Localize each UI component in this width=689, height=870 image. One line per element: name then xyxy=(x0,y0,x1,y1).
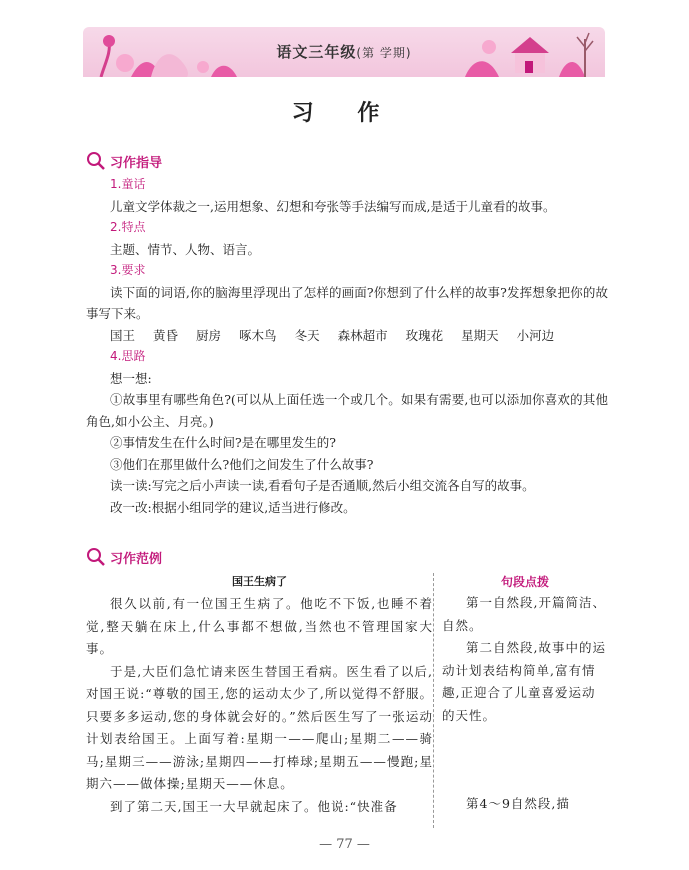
story-paragraph: 于是,大臣们急忙请来医生替国王看病。医生看了以后,对国王说:“尊敬的国王,您的运动太少了,所以觉得不舒服。只要多多运动,您的身体就会好的。”然后医生写了一张运动计划表给国王。上面写着:星期一——爬山;星期二——骑马;星期三——游泳;星期四——打棒球;星期五——慢跑;星期六——做体操;星期天——休息。 xyxy=(86,663,433,791)
example-block xyxy=(86,573,608,828)
book-title xyxy=(83,41,605,62)
example-section-heading xyxy=(86,546,162,568)
magnifier-icon xyxy=(86,151,106,171)
word-item: 黄昏 xyxy=(153,327,179,343)
book-title-text: 语文三年级 xyxy=(276,43,357,61)
word-list xyxy=(86,325,608,347)
comment-note: 第4～9自然段,描 xyxy=(466,796,570,811)
page-header xyxy=(83,27,605,77)
story-title: 国王生病了 xyxy=(232,575,287,588)
semester-text: (第 学期) xyxy=(356,46,412,60)
story-paragraph: 很久以前,有一位国王生病了。他吃不下饭,也睡不着觉,整天躺在床上,什么事都不想做,当然也不管理国家大事。 xyxy=(86,596,433,656)
page-title: 习 作 xyxy=(291,101,398,126)
story-body xyxy=(86,593,433,818)
question-3: ③他们在那里做什么?他们之间发生了什么故事? xyxy=(110,456,374,472)
guide-text-3: 读下面的词语,你的脑海里浮现出了怎样的画面?你想到了什么样的故事?发挥想象把你的故事写下来。 xyxy=(86,284,608,321)
guide-heading-3: 3.要求 xyxy=(110,263,146,277)
guide-content xyxy=(86,174,608,518)
story-paragraph: 到了第二天,国王一大早就起床了。他说:“快准备 xyxy=(110,798,398,814)
guide-heading-4: 4.思路 xyxy=(110,349,146,363)
word-item: 小河边 xyxy=(516,327,555,343)
question-1: ①故事里有哪些角色?(可以从上面任选一个或几个。如果有需要,也可以添加你喜欢的其他角色,如小公主、月亮。) xyxy=(86,392,608,429)
example-story xyxy=(86,573,434,828)
word-item: 厨房 xyxy=(196,327,222,343)
word-item: 国王 xyxy=(110,327,136,343)
think-label: 想一想: xyxy=(110,370,152,386)
comments-title: 句段点拨 xyxy=(500,575,549,589)
comment-note: 第二自然段,故事中的运动计划表结构简单,富有情趣,正迎合了儿童喜爱运动的天性。 xyxy=(442,640,606,723)
magnifier-icon xyxy=(86,547,106,567)
page-number: — 77 — xyxy=(319,837,370,852)
guide-section-heading xyxy=(86,150,162,172)
guide-section-label: 习作指导 xyxy=(110,155,163,171)
word-item: 啄木鸟 xyxy=(239,327,277,343)
word-item: 玫瑰花 xyxy=(405,327,444,343)
guide-heading-2: 2.特点 xyxy=(110,220,146,234)
revise-instruction: 改一改:根据小组同学的建议,适当进行修改。 xyxy=(110,499,356,515)
guide-text-2: 主题、情节、人物、语言。 xyxy=(110,241,261,257)
guide-heading-1: 1.童话 xyxy=(110,177,146,191)
guide-text-1: 儿童文学体裁之一,运用想象、幻想和夸张等手法编写而成,是适于儿童看的故事。 xyxy=(110,198,556,214)
example-section-label: 习作范例 xyxy=(110,551,163,567)
question-2: ②事情发生在什么时间?是在哪里发生的? xyxy=(110,435,336,450)
word-item: 冬天 xyxy=(294,327,320,343)
word-item: 星期天 xyxy=(461,327,499,343)
word-item: 森林超市 xyxy=(337,327,388,343)
comment-note: 第一自然段,开篇简洁、自然。 xyxy=(442,595,606,633)
read-instruction: 读一读:写完之后小声读一读,看看句子是否通顺,然后小组交流各自写的故事。 xyxy=(110,478,535,493)
example-comments xyxy=(442,573,608,828)
